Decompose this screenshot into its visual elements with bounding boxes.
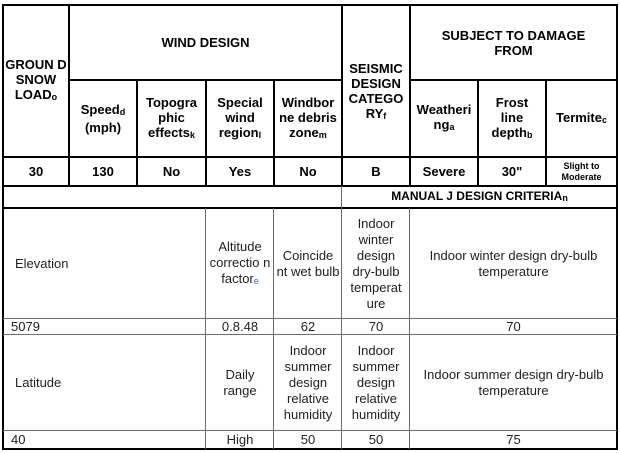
altitude-value: 0.8.48 [221, 319, 259, 334]
vline-windborne [341, 4, 343, 186]
coincident-wet-bulb-label: Coincide nt wet bulb [276, 247, 340, 279]
windborne-label: Windbor ne debris zone [279, 94, 337, 140]
speed-label: Speed [80, 102, 120, 117]
manual-j-footnote: n [562, 193, 568, 203]
ground-snow-load-value: 30 [28, 164, 44, 179]
windborne-debris-zone-header [274, 80, 342, 157]
frost-value: 30" [501, 164, 523, 179]
indoor-winter-wide-value: 70 [506, 319, 521, 334]
topographic-footnote: k [189, 129, 195, 140]
windborne-value: No [299, 164, 317, 179]
wind-design-header: WIND DESIGN [161, 35, 250, 50]
latitude-value: 40 [11, 432, 26, 447]
frost-label: Frost line depth [491, 94, 529, 140]
manual-j-title-text: MANUAL J DESIGN CRITERIA [391, 189, 563, 203]
mj-vline-2 [273, 208, 274, 449]
frost-footnote: b [526, 129, 533, 140]
seismic-footnote: f [383, 111, 387, 121]
weathering-value: Severe [422, 164, 466, 179]
special-wind-region-header [206, 80, 274, 157]
special-wind-label: Special wind region [217, 94, 263, 140]
border-right [616, 4, 618, 450]
speed-footnote: d [119, 107, 126, 117]
topographic-value: No [162, 164, 181, 179]
mj-row-line-1 [3, 318, 617, 319]
ground-snow-load-header [3, 5, 69, 157]
subject-to-damage-header: SUBJECT TO DAMAGE FROM [441, 27, 586, 58]
weathering-footnote: a [449, 122, 455, 132]
latitude-label: Latitude [15, 375, 62, 390]
summer-temp-value: 75 [506, 432, 521, 447]
elevation-value: 5079 [11, 319, 40, 334]
indoor-winter-label: Indoor winter design dry-bulb temperat ure [350, 215, 402, 311]
weathering-label: Weatheri ng [416, 102, 472, 132]
border-top [2, 4, 618, 6]
vline-special [273, 79, 275, 186]
speed-header [69, 80, 137, 157]
daily-range-label: Daily range [223, 367, 257, 398]
speed-value: 130 [92, 164, 114, 179]
termite-label: Termite [555, 109, 602, 125]
indoor-summer-rh-label-2: Indoor summer design relative humidity [351, 343, 401, 422]
rh-value-2: 50 [368, 432, 384, 447]
topographic-label: Topogra phic effects [145, 94, 198, 140]
windborne-footnote: m [318, 129, 327, 140]
weathering-header [410, 80, 478, 157]
indoor-winter-value: 70 [368, 319, 384, 334]
altitude-label-text: Altitude correctio n factor [209, 238, 271, 286]
elevation-label: Elevation [15, 255, 69, 271]
vline-snow [68, 4, 70, 186]
mj-vline-4 [409, 208, 410, 449]
daily-range-value: High [226, 432, 254, 447]
mj-vline-1 [205, 208, 206, 449]
border-bottom [2, 448, 618, 450]
indoor-summer-rh-label-1: Indoor summer design relative humidity [283, 343, 333, 422]
seismic-value: B [371, 164, 381, 179]
ground-snow-load-label: GROUN D SNOW LOAD [5, 57, 67, 102]
rh-value-1: 50 [300, 432, 316, 447]
termite-footnote: c [601, 114, 607, 125]
indoor-summer-wide-label: Indoor summer design dry-bulb temperature [423, 367, 604, 398]
mj-vline-3 [341, 186, 342, 449]
border-left [2, 4, 4, 450]
manual-j-title [342, 187, 617, 208]
vline-frost [545, 79, 547, 186]
seismic-design-category-header [342, 28, 410, 157]
special-wind-footnote: l [258, 129, 262, 140]
topographic-effects-header [137, 80, 206, 157]
altitude-footnote: e [253, 275, 259, 286]
ground-snow-load-footnote: o [51, 92, 58, 102]
frost-line-depth-header [478, 80, 546, 157]
special-wind-value: Yes [228, 164, 252, 179]
speed-unit: (mph) [84, 120, 122, 135]
termite-header [546, 80, 617, 157]
vline-seismic [409, 4, 411, 186]
coincident-value: 62 [300, 319, 316, 334]
mj-row-line-2 [3, 334, 617, 335]
mj-row-line-3 [3, 430, 617, 431]
indoor-winter-wide-label: Indoor winter design dry-bulb temperature [429, 247, 598, 279]
values-bottom-line [2, 185, 618, 187]
vline-weathering [477, 79, 479, 186]
termite-value: Slight to Moderate [561, 160, 602, 182]
manual-j-bottom-line [2, 207, 618, 209]
altitude-correction-label [206, 208, 274, 319]
vline-topo [205, 79, 207, 186]
header-bottom-line [2, 156, 618, 158]
seismic-label: SEISMIC DESIGN CATEGO RY [348, 61, 404, 121]
vline-speed [136, 79, 138, 186]
header-subrow-line-damage [409, 79, 618, 81]
